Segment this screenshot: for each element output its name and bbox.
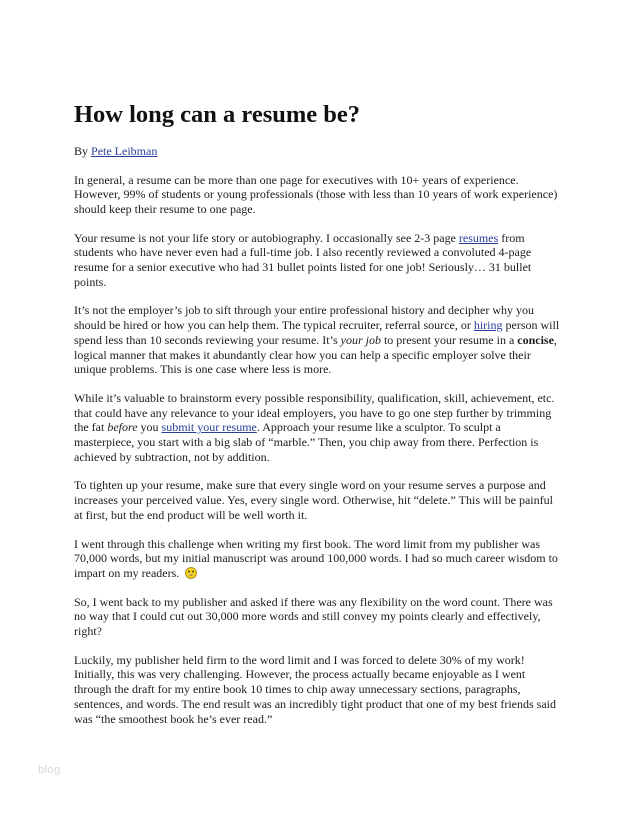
paragraph-6-text: I went through this challenge when writing my first book. The word limit from my publisher was 70,000 words, but my initial manuscript was around 100,000 words. I had so much career wisdom to impart on my readers.	[74, 536, 558, 580]
paragraph-7: So, I went back to my publisher and asked if there was any flexibility on the word count. There was no way that I could cut out 30,000 more words and still convey my points clearly and effectively, right?	[74, 594, 553, 639]
paragraph-3-text-b: person will spend less than 10 seconds reviewing your resume. It’s	[74, 318, 560, 347]
hiring-link[interactable]: hiring	[473, 318, 503, 333]
grinning-face-icon	[185, 567, 197, 579]
paragraph-4-text-a: While it’s valuable to brainstorm every possible responsibility, qualification, skill, achievement, etc. that could have any relevance to your ideal employers, you have to go one step further by trimming the fat	[74, 390, 555, 435]
paragraph-5: To tighten up your resume, make sure that every single word on your resume serves a purpose and increases your perceived value. Yes, every single word. Otherwise, hit “delete.” This will be painful at first, but the end product will be well worth it.	[74, 478, 553, 522]
byline	[74, 144, 564, 159]
author-link[interactable]: Pete Leibman	[91, 144, 158, 158]
paragraph-1: In general, a resume can be more than one page for executives with 10+ years of experience. However, 99% of students or young professionals (those with less than 10 years of work experience) should keep their resume to one page.	[74, 172, 558, 216]
paragraph-4	[74, 391, 564, 465]
paragraph-3-text-a: It’s not the employer’s job to sift through your entire professional history and decipher why you should be hired or how you can help them. The typical recruiter, referral source, or	[74, 303, 535, 333]
paragraph-3-text-d: , logical manner that makes it abundantly clear how you can help a specific employer solve their unique problems. This is one case where less is more.	[74, 332, 557, 377]
paragraph-2	[74, 231, 564, 290]
page-title: How long can a resume be?	[74, 101, 361, 128]
resumes-link[interactable]: resumes	[458, 230, 499, 245]
paragraph-3-bold: concise	[517, 332, 554, 347]
paragraph-3-italic: your job	[340, 332, 381, 347]
paragraph-2-text-b: from students who have never even had a full-time job. I also recently reviewed a convoluted 4-page resume for a senior executive who had 31 bullet points listed for one job! Seriously… 31 bullet points.	[74, 230, 532, 289]
paragraph-6	[74, 537, 564, 581]
paragraph-3	[74, 303, 564, 377]
paragraph-8: Luckily, my publisher held firm to the word limit and I was forced to delete 30% of my work! Initially, this was very challenging. However, the process actually became enjoyable as I went through the draft for my entire book 10 times to chip away unnecessary sections, paragraphs, sentences, and words. The end result was an incredibly tight product that one of my best friends said was “the smoothest book he’s ever read.”	[74, 652, 556, 726]
byline-prefix: By	[74, 144, 92, 158]
paragraph-2-text-a: Your resume is not your life story or autobiography. I occasionally see 2-3 page	[74, 230, 459, 245]
watermark: blog	[38, 764, 61, 776]
submit-resume-link[interactable]: submit your resume	[161, 420, 257, 435]
paragraph-4-text-b: you	[137, 420, 162, 435]
paragraph-4-italic: before	[107, 420, 138, 435]
paragraph-4-text-c: . Approach your resume like a sculptor. To sculpt a masterpiece, you start with a big slab of “marble.” Then, you chip away from there. Perfection is achieved by subtraction, not by addition.	[74, 420, 539, 464]
article	[74, 100, 564, 740]
paragraph-3-text-c: to present your resume in a	[380, 332, 518, 347]
